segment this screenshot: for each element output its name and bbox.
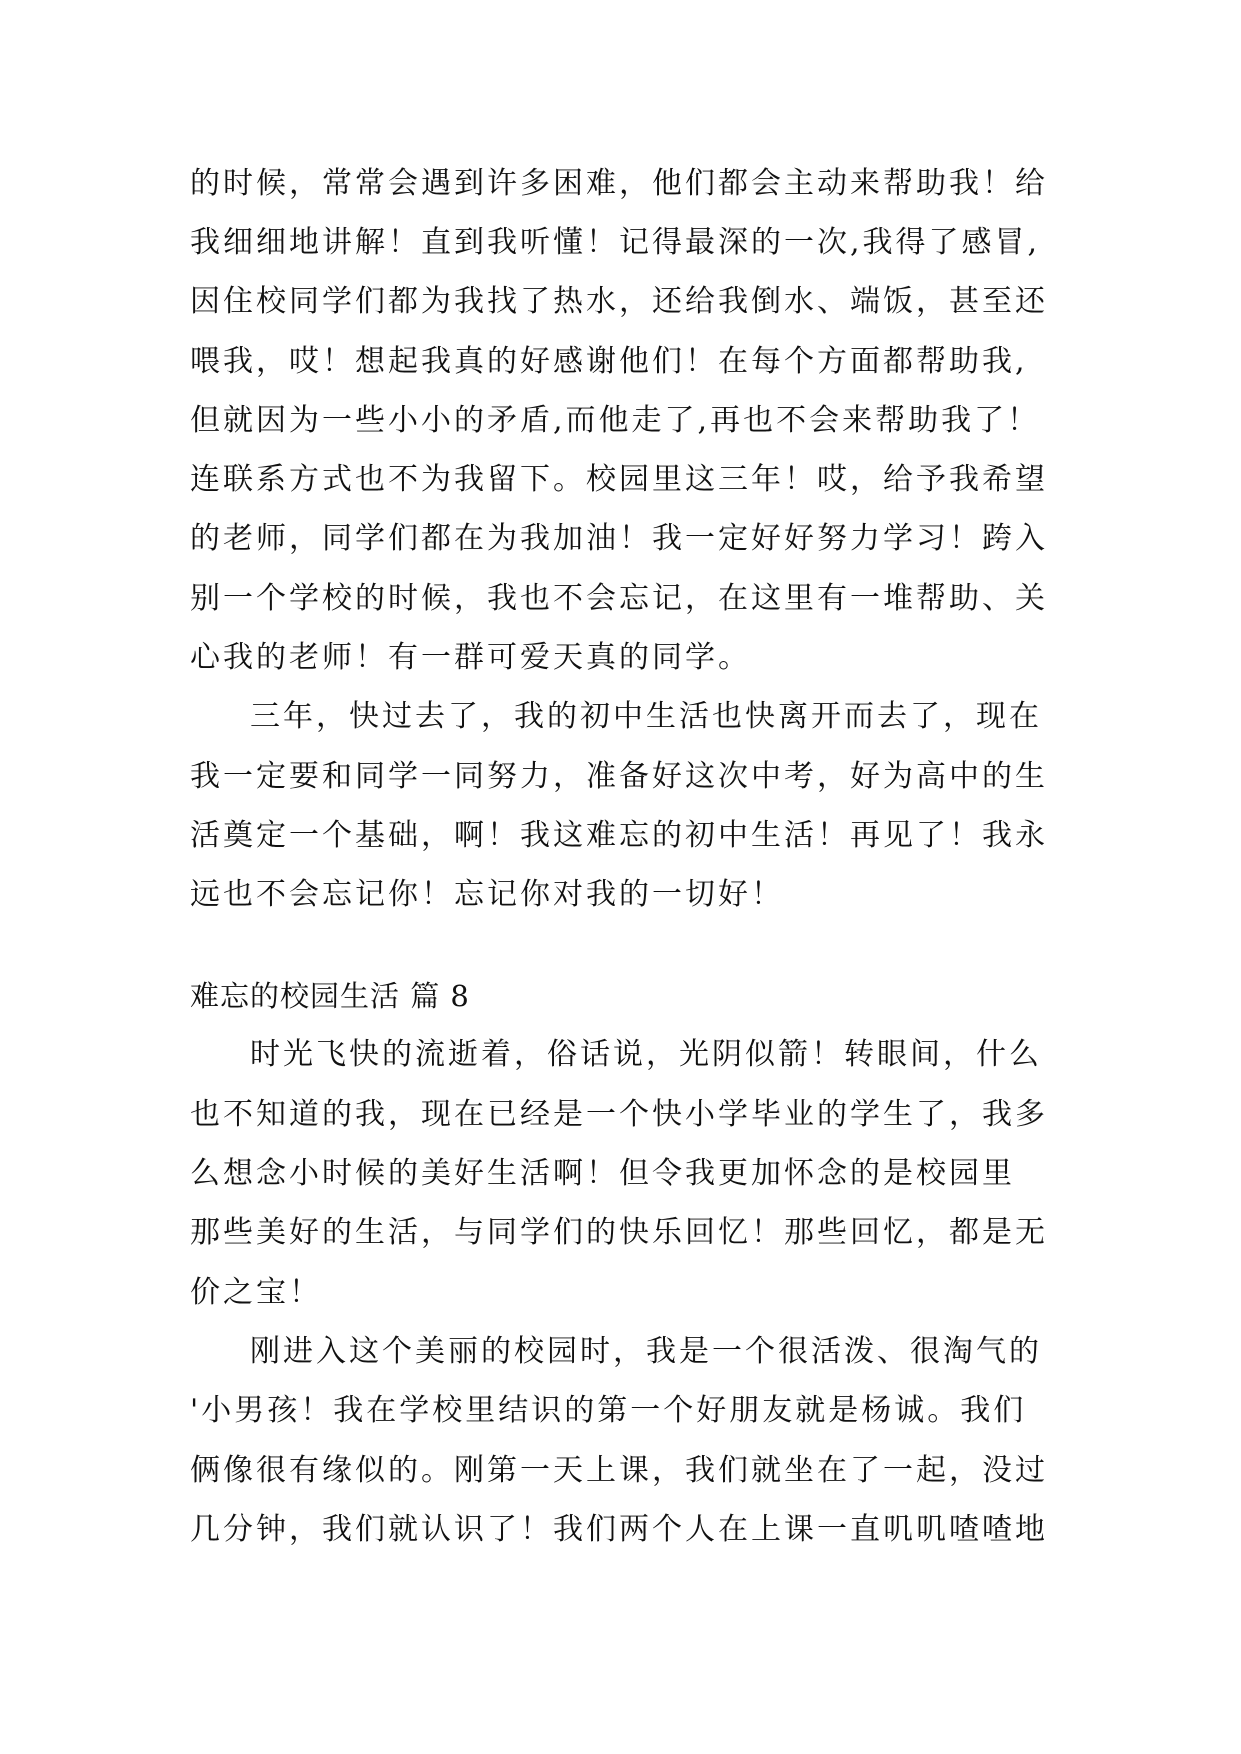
text-line: 的时候，常常会遇到许多困难，他们都会主动来帮助我！给 xyxy=(190,166,1048,201)
text-line: 也不知道的我，现在已经是一个快小学毕业的学生了，我多 xyxy=(190,1097,1048,1132)
text-line: 我细细地讲解！直到我听懂！记得最深的一次,我得了感冒, xyxy=(190,225,1041,260)
text-line: '小男孩！我在学校里结识的第一个好朋友就是杨诚。我们 xyxy=(190,1393,1027,1428)
text-line: 但就因为一些小小的矛盾,而他走了,再也不会来帮助我了！ xyxy=(190,403,1041,438)
text-line: 心我的老师！有一群可爱天真的同学。 xyxy=(190,640,751,675)
text-line: 俩像很有缘似的。刚第一天上课，我们就坐在了一起，没过 xyxy=(190,1453,1048,1488)
text-line: 活奠定一个基础，啊！我这难忘的初中生活！再见了！我永 xyxy=(190,818,1048,853)
paragraph-first-line: 刚进入这个美丽的校园时，我是一个很活泼、很淘气的 xyxy=(250,1334,1042,1369)
text-line: 喂我，哎！想起我真的好感谢他们！在每个方面都帮助我, xyxy=(190,344,1028,379)
section-heading: 难忘的校园生活 篇 8 xyxy=(190,979,470,1013)
text-line: 别一个学校的时候，我也不会忘记，在这里有一堆帮助、关 xyxy=(190,581,1048,616)
text-line: 几分钟，我们就认识了！我们两个人在上课一直叽叽喳喳地 xyxy=(190,1512,1048,1547)
text-line: 我一定要和同学一同努力，准备好这次中考，好为高中的生 xyxy=(190,759,1048,794)
text-line: 价之宝！ xyxy=(190,1275,322,1310)
text-line: 么想念小时候的美好生活啊！但令我更加怀念的是校园里 xyxy=(190,1156,1015,1191)
text-line: 连联系方式也不为我留下。校园里这三年！哎，给予我希望 xyxy=(190,462,1048,497)
text-line: 那些美好的生活，与同学们的快乐回忆！那些回忆，都是无 xyxy=(190,1215,1048,1250)
text-line: 远也不会忘记你！忘记你对我的一切好！ xyxy=(190,877,784,912)
text-line: 因住校同学们都为我找了热水，还给我倒水、端饭，甚至还 xyxy=(190,284,1048,319)
text-line: 的老师，同学们都在为我加油！我一定好好努力学习！跨入 xyxy=(190,521,1048,556)
paragraph-first-line: 三年，快过去了，我的初中生活也快离开而去了，现在 xyxy=(250,699,1042,734)
paragraph-first-line: 时光飞快的流逝着，俗话说，光阴似箭！转眼间，什么 xyxy=(250,1037,1042,1072)
